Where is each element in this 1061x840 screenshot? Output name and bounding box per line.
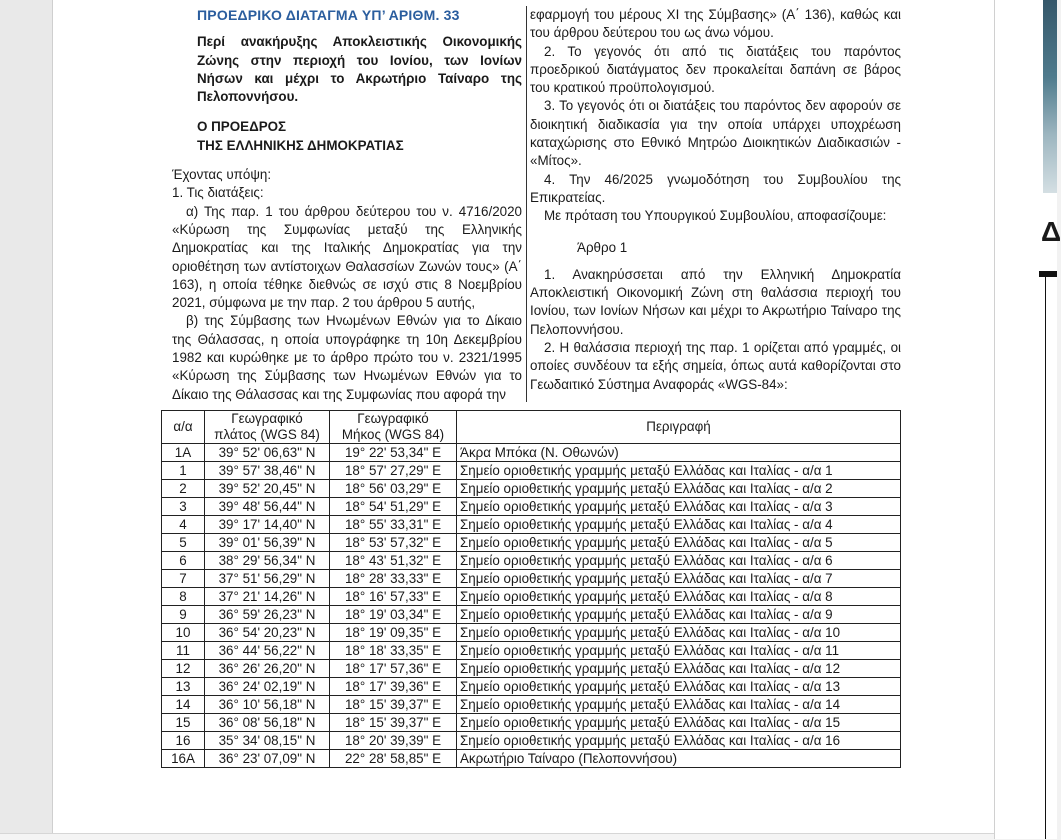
cell-longitude: 18° 43' 51,32" E <box>330 552 457 570</box>
proposal-text: Με πρόταση του Υπουργικού Συμβουλίου, αποφασίζουμε: <box>544 208 887 224</box>
cell-description: Σημείο οριοθετικής γραμμής μεταξύ Ελλάδας και Ιταλίας - α/α 16 <box>457 732 901 750</box>
cell-latitude: 36° 44' 56,22" N <box>205 642 330 660</box>
cell-description: Σημείο οριοθετικής γραμμής μεταξύ Ελλάδας και Ιταλίας - α/α 11 <box>457 642 901 660</box>
side-panel-rule <box>1045 277 1046 839</box>
table-row <box>162 570 901 588</box>
cell-index: 8 <box>162 588 205 606</box>
table-row <box>162 588 901 606</box>
table-row <box>162 624 901 642</box>
cell-longitude: 18° 16' 57,33" E <box>330 588 457 606</box>
table-row <box>162 750 901 768</box>
cell-latitude: 39° 17' 14,40" N <box>205 516 330 534</box>
point-4: 4. Την 46/2025 γνωμοδότηση του Συμβουλίου της Επικρατείας. <box>530 171 901 205</box>
cell-longitude: 18° 56' 03,29" E <box>330 480 457 498</box>
cell-index: 12 <box>162 660 205 678</box>
right-column <box>530 6 901 394</box>
cell-description: Σημείο οριοθετικής γραμμής μεταξύ Ελλάδας και Ιταλίας - α/α 1 <box>457 462 901 480</box>
cell-index: 11 <box>162 642 205 660</box>
cell-longitude: 18° 18' 33,35" E <box>330 642 457 660</box>
cell-index: 10 <box>162 624 205 642</box>
cell-latitude: 36° 10' 56,18" N <box>205 696 330 714</box>
president-heading <box>197 118 522 155</box>
cell-longitude: 18° 17' 57,36" E <box>330 660 457 678</box>
cell-index: 1 <box>162 462 205 480</box>
side-panel <box>994 0 1061 839</box>
cell-description: Σημείο οριοθετικής γραμμής μεταξύ Ελλάδας και Ιταλίας - α/α 8 <box>457 588 901 606</box>
cell-description: Σημείο οριοθετικής γραμμής μεταξύ Ελλάδας και Ιταλίας - α/α 2 <box>457 480 901 498</box>
cell-latitude: 36° 24' 02,19" N <box>205 678 330 696</box>
table-row <box>162 660 901 678</box>
cell-latitude: 36° 54' 20,23" N <box>205 624 330 642</box>
cell-index: 16A <box>162 750 205 768</box>
table-row <box>162 552 901 570</box>
cell-index: 9 <box>162 606 205 624</box>
table-row <box>162 678 901 696</box>
cell-latitude: 38° 29' 56,34" N <box>205 552 330 570</box>
cell-index: 4 <box>162 516 205 534</box>
table-body <box>162 444 901 768</box>
cell-index: 3 <box>162 498 205 516</box>
cell-description: Ακρωτήριο Ταίναρο (Πελοποννήσου) <box>457 750 901 768</box>
cell-description: Σημείο οριοθετικής γραμμής μεταξύ Ελλάδας και Ιταλίας - α/α 14 <box>457 696 901 714</box>
table-row <box>162 444 901 462</box>
cell-index: 14 <box>162 696 205 714</box>
cell-index: 1A <box>162 444 205 462</box>
cell-index: 7 <box>162 570 205 588</box>
header-description: Περιγραφή <box>457 411 901 444</box>
cell-longitude: 19° 22' 53,34" E <box>330 444 457 462</box>
side-panel-bar <box>1039 271 1057 277</box>
cell-longitude: 18° 17' 39,36" E <box>330 678 457 696</box>
item-b: β) της Σύμβασης των Ηνωμένων Εθνών για το Δίκαιο της Θάλασσας, η οποία υπογράφηκε τη 10η Δεκεμβρίου 1982 και κυρώθηκε με το άρθρο πρώτο του ν. 2321/1995 «Κύρωση της Σύμβασης των Ηνωμένων Εθνών για το Δίκαιο της Θάλασσας και της Συμφωνίας που αφορά την <box>172 313 522 402</box>
point-3: 3. Το γεγονός ότι οι διατάξεις του παρόντος δεν αφορούν σε διοικητική διαδικασία για την οποία υπάρχει υποχρέωση καταχώρισης στο Εθνικό Μητρώο Διοικητικών Διαδικασιών - «Μίτος». <box>530 98 901 169</box>
header-latitude-line-2: πλάτος (WGS 84) <box>214 427 320 442</box>
table-row <box>162 714 901 732</box>
table-row <box>162 642 901 660</box>
header-longitude-line-1: Γεωγραφικό <box>357 411 429 426</box>
cell-longitude: 18° 15' 39,37" E <box>330 714 457 732</box>
cell-latitude: 39° 52' 20,45" N <box>205 480 330 498</box>
point-2: 2. Το γεγονός ότι από τις διατάξεις του παρόντος προεδρικού διατάγματος δεν προκαλείται δαπάνη σε βάρος του κρατικού προϋπολογισμού. <box>530 43 901 96</box>
cell-latitude: 36° 26' 26,20" N <box>205 660 330 678</box>
table-row <box>162 732 901 750</box>
cell-longitude: 18° 55' 33,31" E <box>330 516 457 534</box>
cell-latitude: 35° 34' 08,15" N <box>205 732 330 750</box>
item-a: α) Της παρ. 1 του άρθρου δεύτερου του ν. 4716/2020 «Κύρωση της Συμφωνίας μεταξύ της Ελληνικής Δημοκρατίας και της Ιταλικής Δημοκρατίας για την οριοθέτηση των αντίστοιχων Θαλασσίων Ζωνών τους» (Α΄ 163), η οποία τέθηκε διεθνώς σε ισχύ στις 8 Νοεμβρίου 2021, σύμφωνα με την παρ. 2 του άρθρου 5 αυτής, <box>172 203 522 311</box>
cell-longitude: 18° 57' 27,29" E <box>330 462 457 480</box>
provisions-intro: 1. Τις διατάξεις: <box>172 185 264 201</box>
decree-title: ΠΡΟΕΔΡΙΚΟ ΔΙΑΤΑΓΜΑ ΥΠ’ ΑΡΙΘΜ. 33 <box>197 7 460 23</box>
cell-longitude: 18° 19' 03,34" E <box>330 606 457 624</box>
cell-latitude: 39° 48' 56,44" N <box>205 498 330 516</box>
cell-latitude: 39° 52' 06,63" N <box>205 444 330 462</box>
article-paragraph-1: 1. Ανακηρύσσεται από την Ελληνική Δημοκρατία Αποκλειστική Οικονομική Ζώνη στη θαλάσσια περιοχή του Ιονίου, των Ιονίων Νήσων και μέχρι το Ακρωτήριο Ταίναρο της Πελοποννήσου. <box>530 266 901 337</box>
cell-latitude: 39° 57' 38,46" N <box>205 462 330 480</box>
cell-longitude: 18° 54' 51,29" E <box>330 498 457 516</box>
cell-latitude: 36° 08' 56,18" N <box>205 714 330 732</box>
cell-index: 2 <box>162 480 205 498</box>
cell-index: 13 <box>162 678 205 696</box>
cell-description: Σημείο οριοθετικής γραμμής μεταξύ Ελλάδας και Ιταλίας - α/α 13 <box>457 678 901 696</box>
page-bottom-edge <box>0 833 994 840</box>
continuation-text: εφαρμογή του μέρους XI της Σύμβασης» (Α΄ 136), καθώς και του άρθρου δεύτερου του ως άνω νόμου. <box>530 7 901 41</box>
cell-longitude: 18° 19' 09,35" E <box>330 624 457 642</box>
cell-description: Σημείο οριοθετικής γραμμής μεταξύ Ελλάδας και Ιταλίας - α/α 6 <box>457 552 901 570</box>
header-longitude-line-2: Μήκος (WGS 84) <box>341 427 445 442</box>
article-heading: Άρθρο 1 <box>577 239 628 255</box>
cell-index: 6 <box>162 552 205 570</box>
cell-latitude: 37° 51' 56,29" N <box>205 570 330 588</box>
table-row <box>162 606 901 624</box>
cell-index: 5 <box>162 534 205 552</box>
cell-index: 15 <box>162 714 205 732</box>
president-line-1: Ο ΠΡΟΕΔΡΟΣ <box>197 119 287 135</box>
cell-description: Σημείο οριοθετικής γραμμής μεταξύ Ελλάδας και Ιταλίας - α/α 5 <box>457 534 901 552</box>
table-row <box>162 516 901 534</box>
table-header-row <box>162 411 901 444</box>
header-latitude <box>205 411 330 444</box>
decree-subject: Περί ανακήρυξης Αποκλειστικής Οικονομικής Ζώνης στην περιοχή του Ιονίου, των Ιονίων Νήσων και μέχρι το Ακρωτήριο Ταίναρο της Πελοποννήσου. <box>197 34 522 105</box>
cell-longitude: 22° 28' 58,85" E <box>330 750 457 768</box>
cell-index: 16 <box>162 732 205 750</box>
header-index: α/α <box>162 411 205 444</box>
cell-description: Σημείο οριοθετικής γραμμής μεταξύ Ελλάδας και Ιταλίας - α/α 9 <box>457 606 901 624</box>
cell-description: Σημείο οριοθετικής γραμμής μεταξύ Ελλάδας και Ιταλίας - α/α 10 <box>457 624 901 642</box>
cell-description: Σημείο οριοθετικής γραμμής μεταξύ Ελλάδας και Ιταλίας - α/α 4 <box>457 516 901 534</box>
header-latitude-line-1: Γεωγραφικό <box>231 411 303 426</box>
cell-description: Άκρα Μπόκα (Ν. Οθωνών) <box>457 444 901 462</box>
table-row <box>162 534 901 552</box>
cell-longitude: 18° 53' 57,32" E <box>330 534 457 552</box>
column-divider <box>526 6 527 402</box>
cell-description: Σημείο οριοθετικής γραμμής μεταξύ Ελλάδας και Ιταλίας - α/α 15 <box>457 714 901 732</box>
header-longitude <box>330 411 457 444</box>
table-row <box>162 462 901 480</box>
side-thumbnail-image[interactable] <box>1043 0 1057 193</box>
table-row <box>162 696 901 714</box>
cell-latitude: 37° 21' 14,26" N <box>205 588 330 606</box>
president-line-2: ΤΗΣ ΕΛΛΗΝΙΚΗΣ ΔΗΜΟΚΡΑΤΙΑΣ <box>197 137 404 153</box>
table-row <box>162 480 901 498</box>
cell-description: Σημείο οριοθετικής γραμμής μεταξύ Ελλάδας και Ιταλίας - α/α 7 <box>457 570 901 588</box>
cell-description: Σημείο οριοθετικής γραμμής μεταξύ Ελλάδας και Ιταλίας - α/α 3 <box>457 498 901 516</box>
left-column <box>172 6 522 404</box>
cell-latitude: 39° 01' 56,39" N <box>205 534 330 552</box>
having-regard: Έχοντας υπόψη: <box>172 167 272 183</box>
side-panel-letter: Δ <box>1041 216 1061 247</box>
article-paragraph-2: 2. Η θαλάσσια περιοχή της παρ. 1 ορίζεται από γραμμές, οι οποίες συνδέουν τα εξής σημεία, όπως αυτά καθορίζονται στο Γεωδαιτικό Σύστημα Αναφοράς «WGS-84»: <box>530 340 901 392</box>
cell-description: Σημείο οριοθετικής γραμμής μεταξύ Ελλάδας και Ιταλίας - α/α 12 <box>457 660 901 678</box>
cell-latitude: 36° 23' 07,09" N <box>205 750 330 768</box>
cell-latitude: 36° 59' 26,23" N <box>205 606 330 624</box>
cell-longitude: 18° 28' 33,33" E <box>330 570 457 588</box>
coordinates-table <box>161 410 901 768</box>
cell-longitude: 18° 15' 39,37" E <box>330 696 457 714</box>
cell-longitude: 18° 20' 39,39" E <box>330 732 457 750</box>
table-row <box>162 498 901 516</box>
